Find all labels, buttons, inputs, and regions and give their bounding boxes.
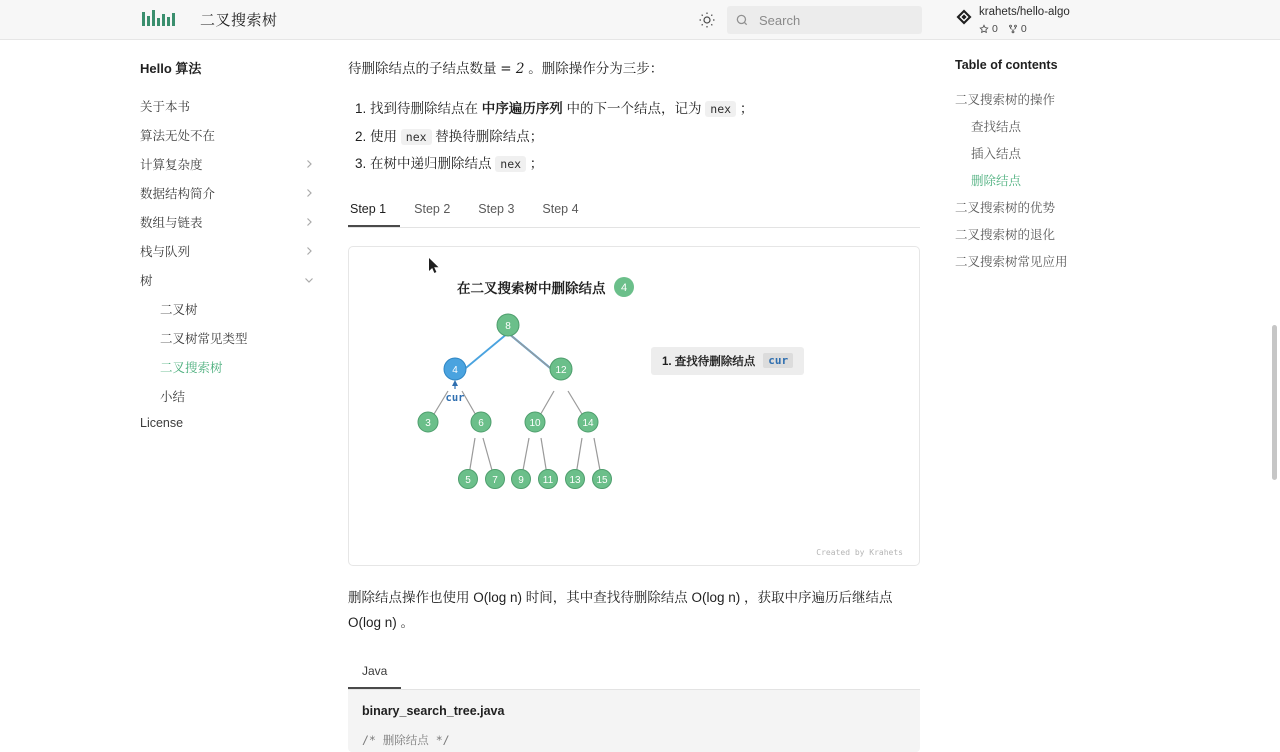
search-icon <box>735 13 749 27</box>
svg-text:3: 3 <box>425 417 431 429</box>
tab-java[interactable]: Java <box>348 658 401 689</box>
tree-node-9 <box>512 469 531 488</box>
tab-step-2[interactable]: Step 2 <box>414 201 451 216</box>
callout-code: cur <box>763 353 793 368</box>
toc-item-bst-advantages[interactable]: 二叉搜索树的优势 <box>955 200 1056 215</box>
sidebar-item-stack-queue[interactable] <box>140 236 315 265</box>
steps-list <box>348 95 920 178</box>
step-text: ； <box>526 156 544 172</box>
step-text: ； <box>736 100 754 116</box>
fork-icon <box>1008 24 1018 34</box>
sidebar-item-label: License <box>140 415 184 430</box>
complexity-paragraph: 删除结点操作也使用 O(log n) 时间，其中查找待删除结点 O(log n) ，获取中序遍历后继结点 O(log n) 。 <box>348 589 893 630</box>
mouse-cursor <box>429 258 441 276</box>
tree-node-11 <box>539 469 558 488</box>
sidebar <box>140 58 315 435</box>
toc-item-search-node[interactable]: 查找结点 <box>971 119 1022 134</box>
sidebar-item-label: 计算复杂度 <box>140 157 203 172</box>
svg-text:11: 11 <box>542 474 554 486</box>
search-input[interactable] <box>757 12 907 29</box>
tree-node-8 <box>497 314 519 336</box>
sidebar-item-algorithms-everywhere[interactable] <box>140 120 315 149</box>
chevron-down-icon <box>303 274 315 286</box>
svg-text:4: 4 <box>620 281 628 294</box>
toc-item-bst-degeneration[interactable]: 二叉搜索树的退化 <box>955 227 1056 242</box>
sidebar-item-about-book[interactable] <box>140 91 315 120</box>
sidebar-item-tree[interactable] <box>140 265 315 294</box>
figure-card <box>348 246 920 566</box>
toc-item-insert-node[interactable]: 插入结点 <box>971 146 1022 161</box>
page-title: 二叉搜索树 <box>200 12 278 29</box>
list-item <box>370 95 920 123</box>
repo-link[interactable] <box>955 5 1070 35</box>
tree-node-4-highlight <box>444 358 466 380</box>
sidebar-item-binary-tree-types[interactable] <box>140 323 315 352</box>
svg-text:6: 6 <box>478 417 484 429</box>
sidebar-item-label: 二叉树 <box>160 302 198 317</box>
sidebar-item-array-linkedlist[interactable] <box>140 207 315 236</box>
svg-text:9: 9 <box>518 474 524 486</box>
code-language-tabs <box>348 658 920 690</box>
code-body <box>348 690 920 752</box>
svg-text:4: 4 <box>452 364 458 376</box>
code-block <box>348 658 920 752</box>
svg-text:15: 15 <box>596 474 608 486</box>
lead-paragraph <box>348 58 920 81</box>
sidebar-item-license[interactable] <box>140 410 315 435</box>
sidebar-item-label: 小结 <box>160 389 186 404</box>
main-content <box>348 58 920 752</box>
step-text: 使用 <box>370 128 401 144</box>
repo-stars-count: 0 <box>992 22 998 35</box>
inline-code: nex <box>401 129 432 145</box>
step-text: 找到待删除结点在 <box>370 100 482 116</box>
repo-stars <box>979 23 998 35</box>
sidebar-item-label: 算法无处不在 <box>140 128 216 143</box>
step-text: 替换待删除结点； <box>431 128 544 144</box>
hello-algo-logo-icon <box>141 9 179 31</box>
chevron-right-icon <box>303 245 315 257</box>
chevron-right-icon <box>303 216 315 228</box>
cur-pointer-label <box>446 380 465 404</box>
tree-node-3 <box>418 412 438 432</box>
svg-text:5: 5 <box>465 474 471 486</box>
vertical-scrollbar[interactable] <box>1272 325 1277 480</box>
sidebar-item-complexity[interactable] <box>140 149 315 178</box>
tree-node-14 <box>578 412 598 432</box>
binary-search-tree-diagram <box>349 261 919 561</box>
inline-code: nex <box>705 101 736 117</box>
sidebar-item-data-structures[interactable] <box>140 178 315 207</box>
brightness-icon[interactable] <box>698 11 716 29</box>
figure-credit: Created by Krahets <box>816 547 903 557</box>
callout-text: 1. 查找待删除结点 <box>662 355 756 368</box>
sidebar-item-label: 二叉树常见类型 <box>160 331 248 346</box>
sidebar-item-label: 关于本书 <box>140 99 191 114</box>
tab-step-4[interactable]: Step 4 <box>542 201 579 216</box>
chevron-right-icon <box>303 158 315 170</box>
sidebar-item-label: 栈与队列 <box>140 244 191 259</box>
lead-prefix: 待删除结点的子结点数量 <box>348 61 501 76</box>
toc-item-bst-applications[interactable]: 二叉搜索树常见应用 <box>955 254 1068 269</box>
svg-text:14: 14 <box>582 417 594 429</box>
sidebar-item-binary-tree[interactable] <box>140 294 315 323</box>
sidebar-item-label: 二叉搜索树 <box>160 360 223 375</box>
list-item <box>370 150 920 178</box>
git-branch-icon <box>955 8 973 26</box>
svg-text:12: 12 <box>555 364 567 376</box>
sidebar-item-summary[interactable] <box>140 381 315 410</box>
list-item <box>370 123 920 151</box>
figure-title: 在二叉搜索树中删除结点 <box>457 280 606 296</box>
app-header <box>0 0 1280 40</box>
svg-text:8: 8 <box>505 320 511 332</box>
tab-step-3[interactable]: Step 3 <box>478 201 515 216</box>
tree-node-7 <box>486 469 505 488</box>
repo-forks-count: 0 <box>1020 22 1027 35</box>
tree-node-6 <box>471 412 491 432</box>
tab-step-1[interactable]: Step 1 <box>348 196 400 227</box>
chevron-right-icon <box>303 187 315 199</box>
sidebar-item-binary-search-tree[interactable] <box>140 352 315 381</box>
svg-text:7: 7 <box>492 474 498 486</box>
toc-item-bst-operations[interactable]: 二叉搜索树的操作 <box>955 92 1056 107</box>
toc-item-delete-node[interactable]: 删除结点 <box>971 173 1022 188</box>
tree-node-10 <box>525 412 545 432</box>
sidebar-item-label: 数据结构简介 <box>140 186 216 201</box>
site-logo[interactable] <box>140 7 180 33</box>
step-tabs <box>348 196 920 228</box>
toc-title: Table of contents <box>955 58 1058 72</box>
code-filename: binary_search_tree.java <box>362 703 505 718</box>
step-text: 在树中递归删除结点 <box>370 156 496 172</box>
repo-name: krahets/hello-algo <box>979 6 1070 18</box>
sidebar-item-label: 数组与链表 <box>140 215 203 230</box>
sidebar-title: Hello 算法 <box>140 61 202 76</box>
table-of-contents <box>955 58 1145 274</box>
tree-node-13 <box>566 469 585 488</box>
lead-math: = 2 <box>500 61 525 77</box>
sidebar-item-label: 树 <box>140 273 153 288</box>
code-first-line: /* 删除结点 */ <box>362 732 450 747</box>
svg-text:10: 10 <box>529 417 541 429</box>
svg-text:13: 13 <box>569 474 581 486</box>
step-text: 中的下一个结点，记为 <box>562 100 706 116</box>
tree-node-15 <box>593 469 612 488</box>
step-bold: 中序遍历序列 <box>481 100 563 116</box>
tree-node-12 <box>550 358 572 380</box>
lead-suffix: 。删除操作分为三步： <box>524 61 664 76</box>
tree-node-5 <box>459 469 478 488</box>
star-icon <box>979 24 989 34</box>
svg-text:cur: cur <box>445 391 465 404</box>
inline-code: nex <box>495 156 526 172</box>
repo-forks <box>1008 23 1027 35</box>
search-box[interactable] <box>727 6 922 34</box>
